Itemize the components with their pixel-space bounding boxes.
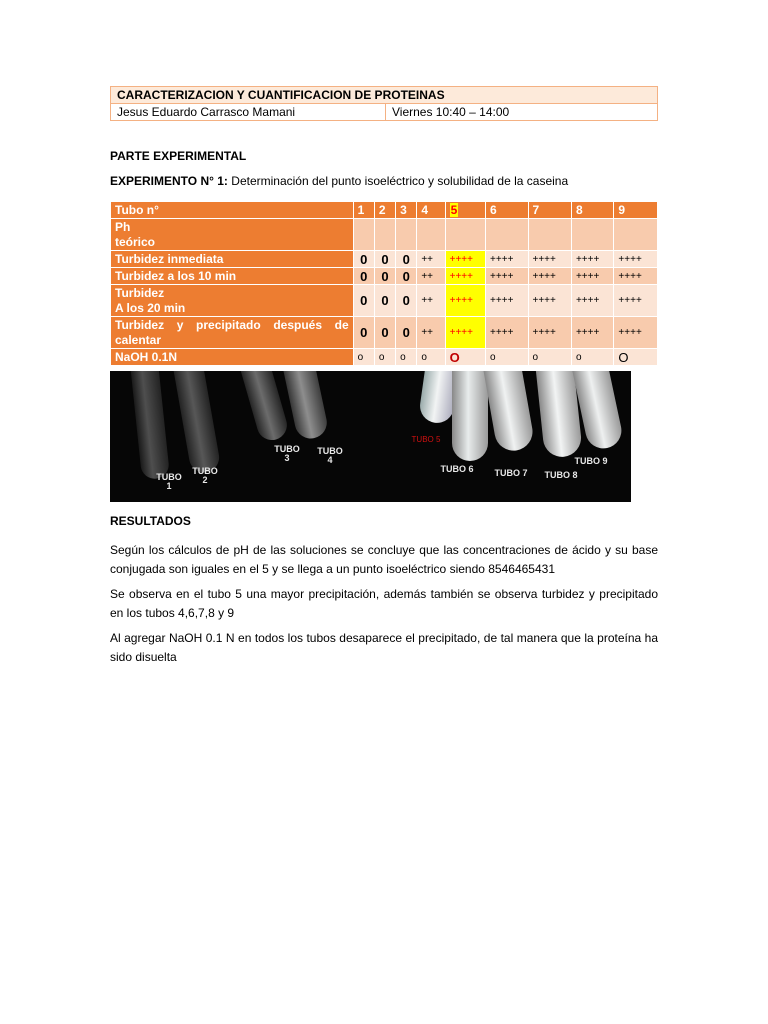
test-tubes-photo [110,371,631,502]
tube-number-highlight: 5 [450,202,458,217]
tube-3-shape [240,371,291,444]
cell-tube-3: 0 [396,251,417,268]
table-header-row [111,202,658,219]
cell-tube-1: o [353,349,374,366]
results-paragraph-2: Se observa en el tubo 5 una mayor precipitación, además también se observa turbidez y precipitado en los tubos 4,6,7,8 y 9 [110,587,658,620]
cell-tube-7: o [528,349,571,366]
cell-tube-6 [486,219,528,251]
tube-4-shape [282,371,330,441]
tube-7-shape [482,371,535,454]
cell-tube-3 [396,219,417,251]
row-label-line: Turbidez inmediata [115,251,224,266]
cell-tube-5 [445,219,485,251]
cell-tube-3: 0 [396,317,417,349]
results-paragraph-1: Según los cálculos de pH de las soluciones se concluye que las concentraciones de ácido y su base conjugada son iguales en el 5 y se llega a un punto isoeléctrico siendo 8546465431 [110,543,658,576]
cell-tube-1: 0 [353,317,374,349]
section-experimental: PARTE EXPERIMENTAL [110,149,247,163]
experiment-title: Determinación del punto isoeléctrico y solubilidad de la caseina [227,174,569,188]
row-label [111,285,354,317]
schedule: Viernes 10:40 – 14:00 [386,104,658,121]
cell-tube-5: ++++ [445,285,485,317]
cell-tube-4 [417,219,445,251]
cell-tube-4: ++ [417,285,445,317]
header-table [110,86,658,121]
cell-tube-2: 0 [374,268,395,285]
cell-tube-4: ++ [417,317,445,349]
cell-tube-7 [528,219,571,251]
tube-label-1: TUBO 1 [156,472,182,491]
tube-number-4: 4 [417,202,445,219]
results-heading: RESULTADOS [110,514,191,528]
tube-2-shape [173,371,222,475]
row-label-line: calentar [115,332,162,347]
cell-tube-8 [571,219,613,251]
student-name: Jesus Eduardo Carrasco Mamani [111,104,386,121]
cell-tube-7: ++++ [528,251,571,268]
cell-tube-2: 0 [374,317,395,349]
cell-tube-3: 0 [396,285,417,317]
table-row [111,251,658,268]
row-label-line: NaOH 0.1N [115,349,178,364]
tube-number-8: 8 [571,202,613,219]
cell-tube-5: ++++ [445,251,485,268]
row-label-line: teórico [115,234,156,249]
results-paragraph-3: Al agregar NaOH 0.1 N en todos los tubos desaparece el precipitado, de tal manera que la proteína ha sido disuelta [110,631,658,664]
tube-number-5 [445,202,485,219]
cell-tube-6: ++++ [486,317,528,349]
tube-label-3: TUBO 3 [274,444,300,463]
row-label-line: A los 20 min [115,300,186,315]
cell-tube-9: ++++ [614,251,658,268]
row-label-line: Turbidez a los 10 min [115,268,237,283]
tube-6-shape [452,371,488,461]
cell-tube-6: o [486,349,528,366]
cell-tube-3: o [396,349,417,366]
cell-tube-8: ++++ [571,268,613,285]
tube-number-3: 3 [396,202,417,219]
tube-label-8: TUBO 8 [544,470,578,480]
cell-tube-5: ++++ [445,317,485,349]
tube-1-shape [130,371,170,480]
cell-tube-4: o [417,349,445,366]
cell-tube-6: ++++ [486,285,528,317]
row-label [111,349,354,366]
cell-tube-3: 0 [396,268,417,285]
cell-tube-9: ++++ [614,268,658,285]
row-label-line: Ph [115,219,131,234]
table-row [111,349,658,366]
cell-tube-9: ++++ [614,285,658,317]
cell-tube-4: ++ [417,251,445,268]
cell-tube-8: ++++ [571,317,613,349]
results-table [110,201,658,366]
cell-tube-7: ++++ [528,268,571,285]
cell-tube-1: 0 [353,268,374,285]
cell-tube-1: 0 [353,251,374,268]
table-row [111,219,658,251]
tube-label-6: TUBO 6 [440,464,474,474]
cell-tube-2 [374,219,395,251]
row-label [111,219,354,251]
tube-label-4: TUBO 4 [317,446,343,465]
cell-tube-8: ++++ [571,251,613,268]
document-title: CARACTERIZACION Y CUANTIFICACION DE PROTEINAS [111,87,658,104]
tube-number-2: 2 [374,202,395,219]
tube-number-7: 7 [528,202,571,219]
tube-number-9: 9 [614,202,658,219]
tube-label-5: TUBO 5 [411,435,441,444]
cell-tube-9 [614,219,658,251]
row-label [111,268,354,285]
row-label-line: Turbidez y precipitado después de [115,317,349,332]
cell-tube-8: ++++ [571,285,613,317]
cell-tube-1: 0 [353,285,374,317]
table-row [111,268,658,285]
experiment-label: EXPERIMENTO N° 1: [110,174,228,188]
cell-tube-8: o [571,349,613,366]
tube-label-2: TUBO 2 [192,466,218,485]
tube-label-9: TUBO 9 [574,456,608,466]
tube-label-7: TUBO 7 [494,468,528,478]
tube-number-6: 6 [486,202,528,219]
cell-tube-2: 0 [374,251,395,268]
cell-tube-9: O [614,349,658,366]
cell-tube-2: 0 [374,285,395,317]
cell-tube-6: ++++ [486,268,528,285]
cell-tube-7: ++++ [528,317,571,349]
cell-tube-6: ++++ [486,251,528,268]
cell-tube-5: ++++ [445,268,485,285]
cell-tube-4: ++ [417,268,445,285]
table-row [111,317,658,349]
experiment-heading [110,172,568,191]
cell-tube-1 [353,219,374,251]
row-label [111,251,354,268]
table-row [111,285,658,317]
cell-tube-9: ++++ [614,317,658,349]
row-label-line: Turbidez [115,285,165,300]
cell-tube-5: O [445,349,485,366]
row-label [111,317,354,349]
tube-number-1: 1 [353,202,374,219]
header-label: Tubo n° [111,202,354,219]
cell-tube-2: o [374,349,395,366]
cell-tube-7: ++++ [528,285,571,317]
